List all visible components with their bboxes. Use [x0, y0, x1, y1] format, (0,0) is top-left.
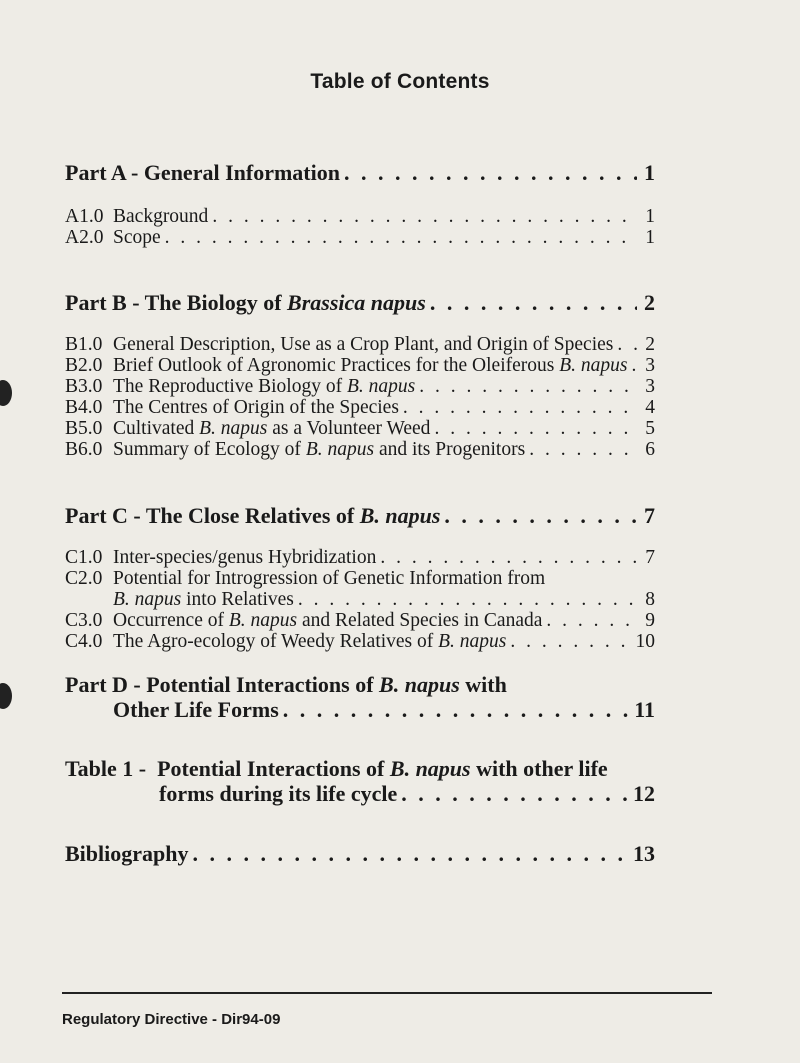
species-name: B. napus	[305, 439, 375, 460]
title-prefix: Part D - Potential Interactions of	[65, 672, 380, 697]
species-name: Brassica napus	[287, 290, 426, 315]
page-number: 1	[645, 227, 655, 248]
toc-entry-b4[interactable]	[65, 397, 655, 418]
section-title	[113, 439, 525, 460]
toc-bibliography[interactable]	[65, 841, 655, 867]
toc-part-a[interactable]	[65, 160, 655, 186]
section-title: General Description, Use as a Crop Plant, and Origin of Species	[113, 334, 614, 355]
section-number: B1.0	[65, 334, 103, 355]
leader-dots	[529, 439, 637, 460]
section-title-line1: Potential for Introgression of Genetic Information from	[113, 568, 546, 589]
section-number: A1.0	[65, 206, 104, 227]
section-title	[113, 355, 627, 376]
section-title	[113, 631, 506, 652]
title-suffix: as a Volunteer Weed	[267, 418, 431, 439]
leader-dots	[283, 697, 630, 723]
toc-table-1-continued[interactable]	[65, 781, 655, 807]
section-number: A2.0	[65, 227, 104, 248]
page-number: 7	[644, 503, 655, 528]
leader-dots	[617, 334, 637, 355]
leader-dots	[510, 631, 631, 652]
leader-dots	[192, 841, 629, 867]
section-number: B5.0	[65, 418, 103, 439]
toc-part-a-label: Part A - General Information	[65, 160, 340, 185]
toc-part-b[interactable]	[65, 290, 655, 316]
leader-dots	[298, 589, 637, 610]
section-title	[113, 610, 542, 631]
toc-entry-c2[interactable]	[65, 568, 655, 589]
toc-entry-c3[interactable]	[65, 610, 655, 631]
toc-entry-b5[interactable]	[65, 418, 655, 439]
leader-dots	[631, 355, 637, 376]
title-prefix: The Agro-ecology of Weedy Relatives of	[113, 631, 439, 652]
toc-bibliography-label: Bibliography	[65, 841, 189, 866]
page-number: 4	[645, 397, 655, 418]
leader-dots	[403, 397, 637, 418]
page-number: 3	[645, 376, 655, 397]
leader-dots	[344, 160, 637, 186]
section-number: C4.0	[65, 631, 103, 652]
title-suffix: and Related Species in Canada	[297, 610, 543, 631]
toc-part-d-continued[interactable]	[65, 697, 655, 723]
species-name: B. napus	[199, 418, 268, 439]
page-number: 12	[633, 781, 655, 806]
page-number: 8	[645, 589, 655, 610]
leader-dots	[380, 547, 637, 568]
species-name: B. napus	[113, 589, 182, 610]
species-name: B. napus	[438, 631, 507, 652]
section-number: B4.0	[65, 397, 103, 418]
leader-dots	[444, 503, 637, 529]
page-number: 2	[644, 290, 655, 315]
toc-table-1-label-line2: forms during its life cycle	[159, 781, 398, 806]
section-number: C2.0	[65, 568, 103, 589]
species-name: B. napus	[228, 610, 298, 631]
section-title: Inter-species/genus Hybridization	[113, 547, 377, 568]
page-number: 10	[635, 631, 655, 652]
page-number: 2	[645, 334, 655, 355]
toc-entry-a2[interactable]	[65, 227, 655, 248]
section-title	[113, 376, 415, 397]
footer-divider	[62, 992, 712, 994]
toc-entry-c2-continued[interactable]	[65, 589, 655, 610]
leader-dots	[419, 376, 637, 397]
footer-label: Regulatory Directive - Dir94-09	[62, 1011, 281, 1028]
title-suffix: with other life	[470, 756, 608, 781]
leader-dots	[430, 290, 637, 316]
page-number: 13	[633, 841, 655, 866]
section-number: B2.0	[65, 355, 103, 376]
leader-dots	[546, 610, 637, 631]
section-title: Background	[113, 206, 209, 227]
species-name: B. napus	[379, 672, 460, 697]
page-number: 1	[644, 160, 655, 185]
toc-entry-c1[interactable]	[65, 547, 655, 568]
section-number: C1.0	[65, 547, 103, 568]
page-number: 3	[645, 355, 655, 376]
leader-dots	[165, 227, 637, 248]
title-prefix: Brief Outlook of Agronomic Practices for the Oleiferous	[113, 355, 560, 376]
section-title: The Centres of Origin of the Species	[113, 397, 399, 418]
page-number: 5	[645, 418, 655, 439]
section-title-line2	[113, 589, 294, 610]
section-number: C3.0	[65, 610, 103, 631]
title-prefix: Occurrence of	[113, 610, 229, 631]
toc-part-d[interactable]	[65, 672, 655, 698]
toc-table-1[interactable]	[65, 756, 655, 782]
title-prefix: Part B - The Biology of	[65, 290, 288, 315]
species-name: B. napus	[389, 756, 471, 781]
title-prefix: Part C - The Close Relatives of	[65, 503, 360, 528]
punch-hole	[0, 683, 12, 709]
toc-part-d-label-line2: Other Life Forms	[113, 697, 279, 722]
title-suffix: into Relatives	[181, 589, 294, 610]
section-number: B6.0	[65, 439, 103, 460]
title-suffix: with	[459, 672, 507, 697]
toc-entry-c4[interactable]	[65, 631, 655, 652]
page-number: 6	[645, 439, 655, 460]
toc-part-c-label	[65, 503, 440, 529]
toc-entry-b1[interactable]	[65, 334, 655, 355]
species-name: B. napus	[346, 376, 416, 397]
page-number: 9	[645, 610, 655, 631]
toc-part-c[interactable]	[65, 503, 655, 529]
title-prefix: The Reproductive Biology of	[113, 376, 347, 397]
species-name: B. napus	[559, 355, 628, 376]
toc-entry-b6[interactable]	[65, 439, 655, 460]
toc-entry-b3[interactable]	[65, 376, 655, 397]
toc-part-d-label-line1	[65, 672, 507, 698]
page-number: 7	[645, 547, 655, 568]
title-suffix: and its Progenitors	[374, 439, 526, 460]
page-number: 1	[645, 206, 655, 227]
toc-entry-a1[interactable]	[65, 206, 655, 227]
page-number: 11	[634, 697, 655, 722]
species-name: B. napus	[359, 503, 441, 528]
toc-part-b-label	[65, 290, 426, 316]
toc-table-1-label-line1	[65, 756, 608, 782]
section-title: Scope	[113, 227, 161, 248]
title-prefix: Table 1 - Potential Interactions of	[65, 756, 390, 781]
title-prefix: Summary of Ecology of	[113, 439, 306, 460]
leader-dots	[401, 781, 629, 807]
section-title	[113, 418, 430, 439]
leader-dots	[212, 206, 637, 227]
title-prefix: Cultivated	[113, 418, 200, 439]
punch-hole	[0, 380, 12, 406]
section-number: B3.0	[65, 376, 103, 397]
page-title: Table of Contents	[310, 70, 490, 93]
leader-dots	[434, 418, 637, 439]
toc-entry-b2[interactable]	[65, 355, 655, 376]
